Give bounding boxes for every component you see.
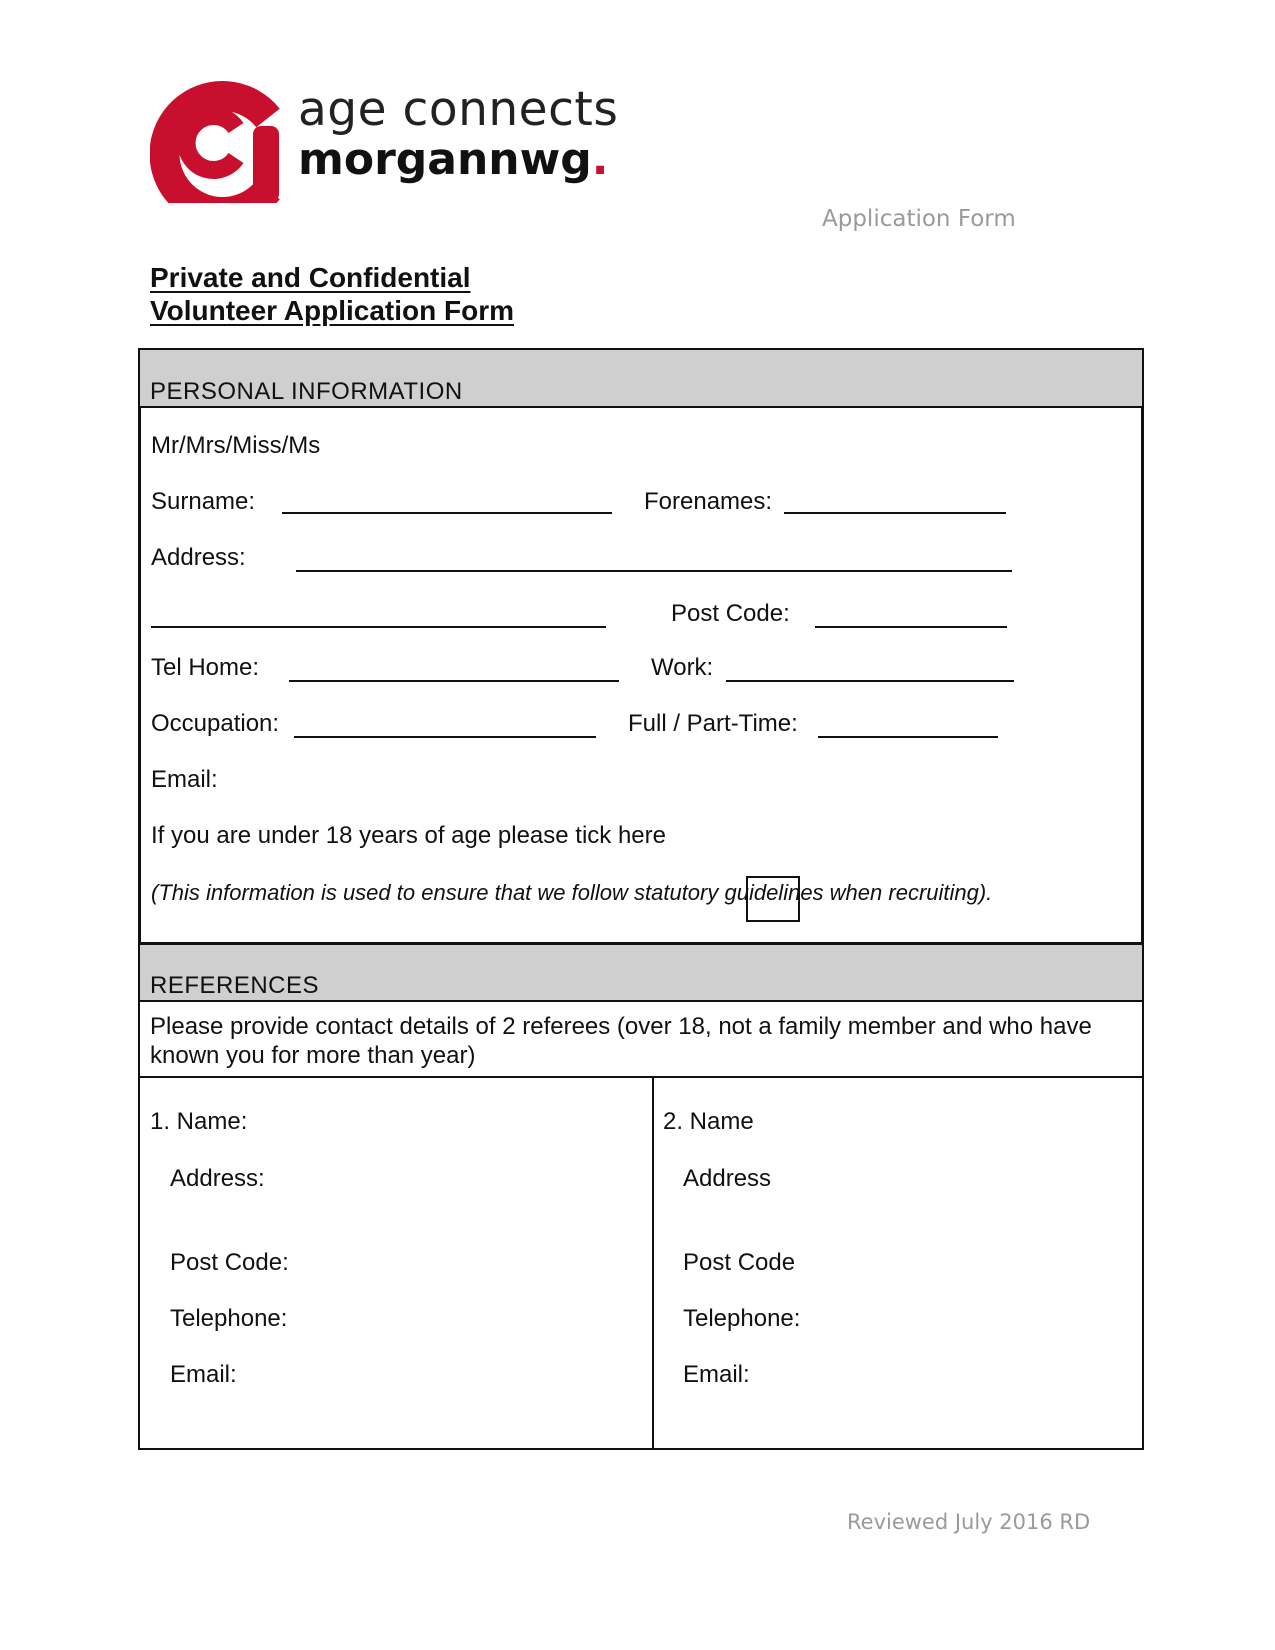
references-heading: REFERENCES [150, 972, 320, 999]
age-connects-logo-icon [150, 78, 280, 203]
title-options: Mr/Mrs/Miss/Ms [151, 432, 321, 459]
ref2-postcode-label[interactable]: Post Code [683, 1249, 796, 1276]
ref2-telephone-label[interactable]: Telephone: [683, 1305, 801, 1332]
surname-label: Surname: [151, 488, 256, 515]
ref2-name-label[interactable]: 2. Name [663, 1108, 754, 1135]
personal-info-header [140, 350, 1142, 408]
under-18-label: If you are under 18 years of age please tick here [151, 822, 666, 849]
reviewed-footer: Reviewed July 2016 RD [847, 1510, 1091, 1534]
tel-home-label: Tel Home: [151, 654, 260, 681]
surname-field[interactable] [282, 512, 612, 514]
references-header [140, 942, 1142, 1002]
logo [150, 78, 619, 203]
tel-home-field[interactable] [289, 680, 619, 682]
work-field[interactable] [726, 680, 1014, 682]
ref1-name-label[interactable]: 1. Name: [150, 1108, 248, 1135]
personal-info-heading: PERSONAL INFORMATION [150, 378, 463, 405]
email-label: Email: [151, 766, 218, 793]
address-field-line2[interactable] [151, 626, 606, 628]
full-part-time-label: Full / Part-Time: [628, 710, 798, 737]
application-form [138, 348, 1144, 1450]
ref1-address-label[interactable]: Address: [170, 1165, 265, 1192]
forenames-field[interactable] [784, 512, 1006, 514]
occupation-field[interactable] [294, 736, 596, 738]
page-title-confidential: Private and Confidential [150, 262, 471, 293]
statutory-note: (This information is used to ensure that we follow statutory guidelines when recruiting). [151, 880, 993, 905]
references-column-divider [652, 1078, 654, 1450]
ref1-email-label[interactable]: Email: [170, 1361, 237, 1388]
ref2-email-label[interactable]: Email: [683, 1361, 750, 1388]
forenames-label: Forenames: [644, 488, 773, 515]
logo-text-line1: age connects [298, 82, 619, 137]
occupation-label: Occupation: [151, 710, 280, 737]
postcode-field[interactable] [815, 626, 1007, 628]
postcode-label: Post Code: [671, 600, 790, 627]
logo-text-line2: morgannwg. [298, 134, 609, 185]
references-intro [140, 1002, 1142, 1078]
ref2-address-label[interactable]: Address [683, 1165, 772, 1192]
address-field-line1[interactable] [296, 570, 1012, 572]
ref1-telephone-label[interactable]: Telephone: [170, 1305, 288, 1332]
address-label: Address: [151, 544, 246, 571]
ref1-postcode-label[interactable]: Post Code: [170, 1249, 289, 1276]
personal-info-section [140, 408, 1142, 942]
work-label: Work: [651, 654, 714, 681]
full-part-time-field[interactable] [818, 736, 998, 738]
page-title-form: Volunteer Application Form [150, 295, 515, 326]
document-type-label: Application Form [822, 206, 1016, 232]
references-intro-text: Please provide contact details of 2 referees (over 18, not a family member and who have known you for more than year) [150, 1013, 1092, 1069]
